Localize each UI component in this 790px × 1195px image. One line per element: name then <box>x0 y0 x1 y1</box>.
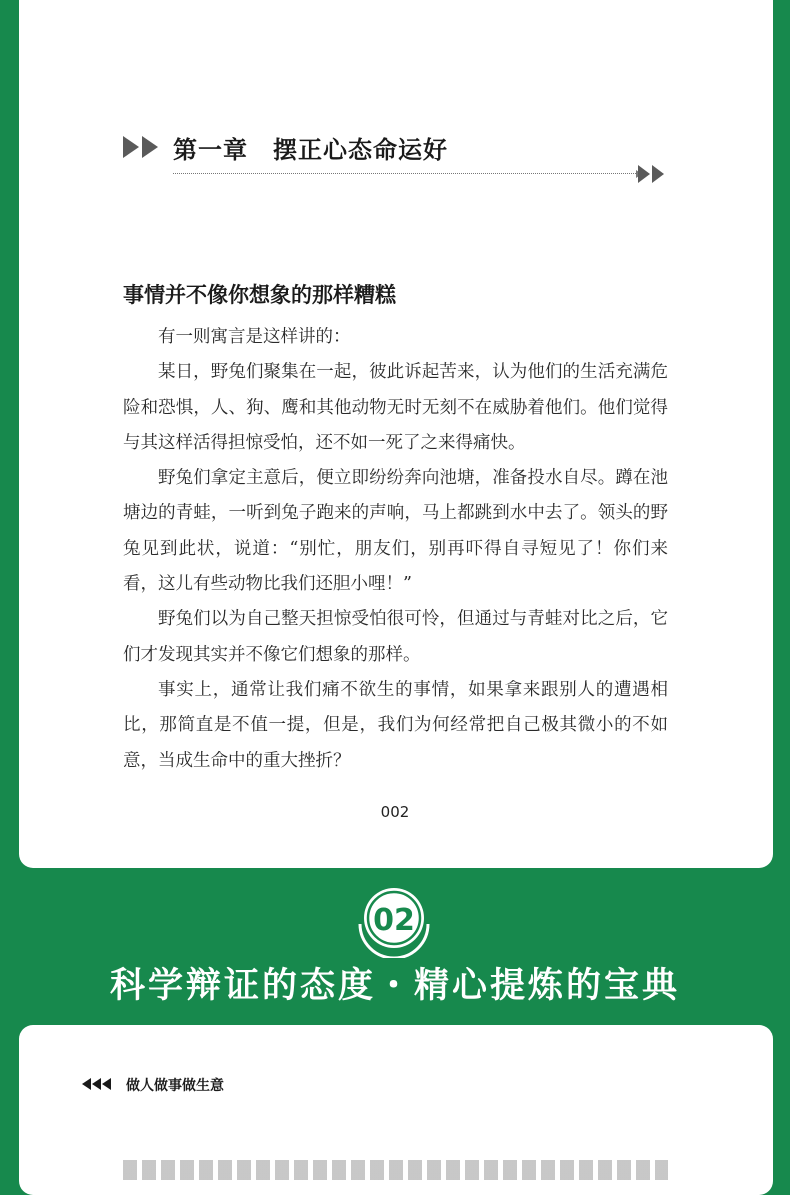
badge-number: 02 <box>373 903 415 938</box>
cutoff-text-line <box>123 1160 668 1180</box>
double-arrow-right-icon <box>123 136 161 158</box>
chapter-divider <box>173 173 638 174</box>
number-badge <box>352 884 436 958</box>
paragraph: 野兔们以为自己整天担惊受怕很可怜，但通过与青蛙对比之后，它们才发现其实并不像它们想象的那样。 <box>123 609 668 665</box>
chapter-title: 第一章 摆正心态命运好 <box>173 135 448 164</box>
paragraph: 野兔们拿定主意后，便立即纷纷奔向池塘，准备投水自尽。蹲在池塘边的青蛙，一听到兔子跑来的声响，马上都跳到水中去了。领头的野兔见到此状，说道：“别忙，朋友们，别再吓得自寻短见了！你们来看，这儿有些动物比我们还胆小哩！” <box>123 468 668 595</box>
paragraph: 某日，野兔们聚集在一起，彼此诉起苦来，认为他们的生活充满危险和恐惧，人、狗、鹰和其他动物无时无刻不在威胁着他们。他们觉得与其这样活得担惊受怕，还不如一死了之来得痛快。 <box>123 362 668 453</box>
triple-arrow-left-icon <box>82 1078 112 1090</box>
banner-title: 科学辩证的态度・精心提炼的宝典 <box>109 966 680 1006</box>
page-number: 002 <box>380 803 410 821</box>
section-title: 事情并不像你想象的那样糟糕 <box>123 282 396 307</box>
paragraph: 有一则寓言是这样讲的： <box>158 327 351 347</box>
double-arrow-right-icon <box>638 165 666 183</box>
body-text <box>123 320 668 779</box>
paragraph: 事实上，通常让我们痛不欲生的事情，如果拿来跟别人的遭遇相比，那简直是不值一提，但是，我们为何经常把自己极其微小的不如意，当成生命中的重大挫折？ <box>123 679 668 771</box>
running-header-label: 做人做事做生意 <box>126 1078 224 1094</box>
chapter-header <box>123 132 668 192</box>
